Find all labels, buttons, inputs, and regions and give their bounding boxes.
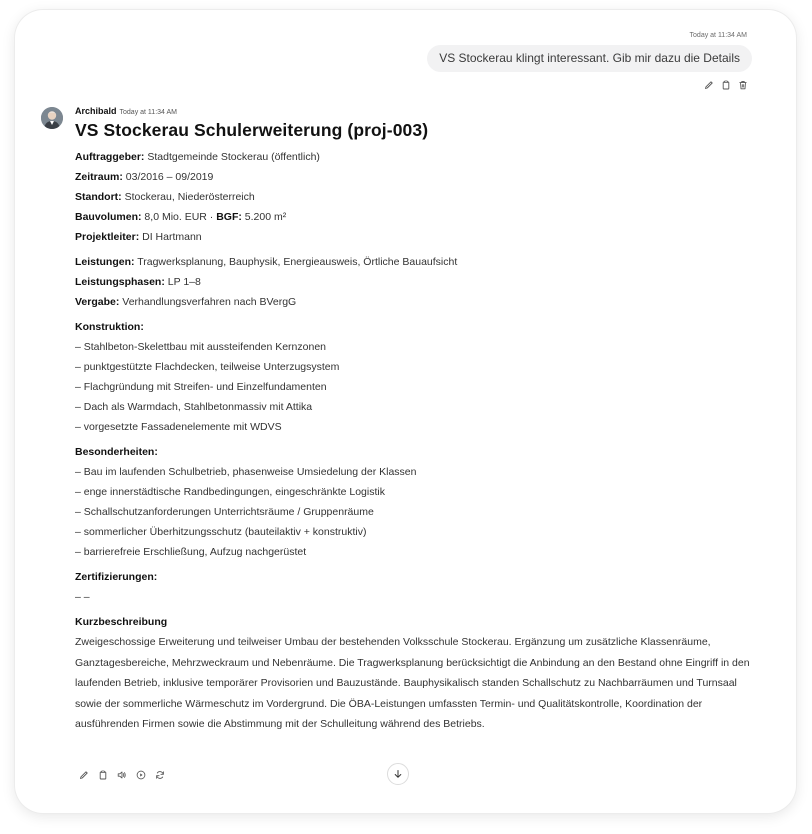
list-item: – Bau im laufenden Schulbetrieb, phasenweise Umsiedelung der Klassen [75,466,417,478]
user-message-bubble: VS Stockerau klingt interessant. Gib mir dazu die Details [427,45,752,72]
list-item: – barrierefreie Erschließung, Aufzug nachgerüstet [75,546,307,558]
field-label: Bauvolumen: [75,211,142,223]
field-label: Auftraggeber: [75,151,145,163]
field-leistungen [75,252,765,272]
user-message-actions [704,80,748,90]
field-value: 8,0 Mio. EUR · [141,211,217,223]
field-bauvolumen [75,207,765,227]
field-value: Tragwerksplanung, Bauphysik, Energieausweis, Örtliche Bauaufsicht [134,256,458,268]
field-value: LP 1–8 [164,276,201,288]
kurzbeschreibung-text: Zweigeschossige Erweiterung und teilweiser Umbau der bestehenden Volksschule Stockerau. Ergänzung um zusätzliche Klassenräume, Ganztagesbereiche, Mehrzweckraum und Nebenräume. Die Tragwerksplanung berücksichtigt die Anbindung an den Bestand ohne Eingriff in den laufenden Betrieb, inklusive temporärer Provisorien und Bauzustände. Bauphysikalisch standen Schallschutz zu Nachbarräumen und Turnsaal sowie der sommerliche Wärmeschutz im Vordergrund. Die ÖBA-Leistungen umfassten Termin- und Qualitätskontrolle, Koordination der ausführenden Firmen sowie die Abstimmung mit der Schulleitung während des Betriebs. [75,636,750,730]
besonderheiten-heading: Besonderheiten: [75,446,158,458]
field-label: Leistungsphasen: [75,276,165,288]
field-auftraggeber [75,147,765,167]
pencil-icon[interactable] [79,770,89,780]
list-item: – Schallschutzanforderungen Unterrichtsräume / Gruppenräume [75,506,374,518]
field-value: DI Hartmann [139,231,202,243]
assistant-message-actions [79,770,165,780]
regenerate-icon[interactable] [155,770,165,780]
field-vergabe [75,292,765,312]
list-item: – Dach als Warmdach, Stahlbetonmassiv mit Attika [75,401,313,413]
field-label: Projektleiter: [75,231,140,243]
field-value: Verhandlungsverfahren nach BVergG [119,296,297,308]
trash-icon[interactable] [738,80,748,90]
field-label: BGF: [216,211,242,223]
kurzbeschreibung-heading: Kurzbeschreibung [75,616,168,628]
field-value: 03/2016 – 09/2019 [122,171,214,183]
field-value: 5.200 m² [241,211,287,223]
field-label: Vergabe: [75,296,120,308]
list-item: – vorgesetzte Fassadenelemente mit WDVS [75,421,282,433]
konstruktion-heading: Konstruktion: [75,321,144,333]
field-label: Standort: [75,191,122,203]
speaker-icon[interactable] [117,770,127,780]
scroll-down-button[interactable] [387,763,409,785]
field-standort [75,187,765,207]
chat-panel [15,10,796,813]
project-title: VS Stockerau Schulerweiterung (proj-003) [75,120,429,140]
field-value: Stockerau, Niederösterreich [121,191,255,203]
avatar [41,107,63,129]
field-value: Stadtgemeinde Stockerau (öffentlich) [144,151,320,163]
assistant-timestamp: Today at 11:34 AM [119,109,177,116]
list-item: – punktgestützte Flachdecken, teilweise Unterzugsystem [75,361,340,373]
field-label: Zeitraum: [75,171,123,183]
field-zeitraum [75,167,765,187]
zertifizierungen-heading: Zertifizierungen: [75,571,158,583]
zertifizierungen-value: – – [75,591,90,603]
field-leistungsphasen [75,272,765,292]
field-label: Leistungen: [75,256,135,268]
assistant-message [75,106,765,735]
assistant-header [75,106,765,116]
arrow-down-icon [393,769,403,779]
list-item: – enge innerstädtische Randbedingungen, eingeschränkte Logistik [75,486,385,498]
field-projektleiter [75,227,765,247]
pencil-icon[interactable] [704,80,714,90]
assistant-name: Archibald [75,106,117,116]
user-message-timestamp: Today at 11:34 AM [689,32,747,39]
list-item: – Stahlbeton-Skelettbau mit aussteifenden Kernzonen [75,341,327,353]
list-item: – Flachgründung mit Streifen- und Einzelfundamenten [75,381,327,393]
copy-icon[interactable] [98,770,108,780]
play-icon[interactable] [136,770,146,780]
list-item: – sommerlicher Überhitzungsschutz (bauteilaktiv + konstruktiv) [75,526,367,538]
copy-icon[interactable] [721,80,731,90]
